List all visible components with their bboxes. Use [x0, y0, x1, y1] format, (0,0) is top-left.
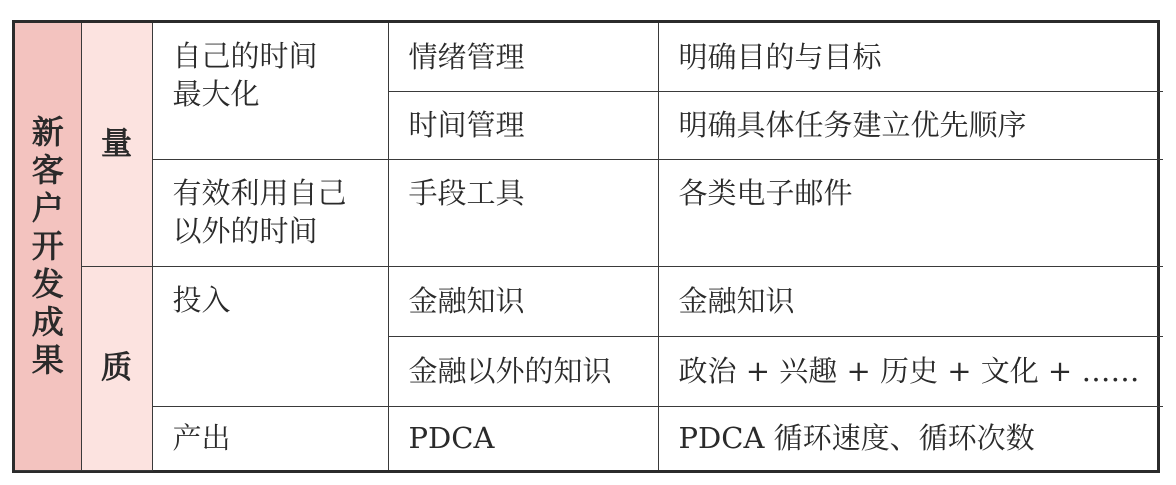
row5-col-b-text: 金融以外的知识	[408, 354, 612, 388]
row6-col-a-text: 产出	[172, 421, 231, 456]
row3-col-c-text: 各类电子邮件	[678, 175, 853, 210]
row4-col-a-text: 投入	[172, 282, 231, 317]
category-quality-label: 质	[101, 350, 132, 386]
row4-col-c-text: 金融知识	[678, 284, 795, 318]
table-cell	[388, 23, 658, 91]
row3-col-a-text: 有效利用自己 以外的时间	[172, 175, 347, 248]
table-cell	[658, 159, 1163, 266]
table-row	[15, 23, 1163, 91]
table-cell	[658, 91, 1163, 159]
table-cell	[152, 23, 388, 159]
table-cell	[388, 159, 658, 266]
table-row	[15, 159, 1163, 266]
row2-col-b-text: 时间管理	[408, 108, 525, 142]
row1-col-c-text: 明确目的与目标	[678, 39, 882, 74]
row1-col-a-text: 自己的时间 最大化	[172, 39, 318, 111]
table-cell	[388, 91, 658, 159]
table-cell	[388, 406, 658, 470]
row5-col-c-text: 政治 + 兴趣 + 历史 + 文化 + ……	[678, 354, 1140, 388]
table-cell	[388, 336, 658, 406]
row3-col-b-text: 手段工具	[408, 175, 525, 210]
table-cell	[152, 406, 388, 470]
row4-col-b-text: 金融知识	[408, 284, 525, 318]
strategy-table	[15, 23, 1163, 471]
strategy-table-frame	[12, 20, 1160, 473]
category-quality-cell	[81, 266, 152, 470]
row6-col-b-text: PDCA	[408, 421, 495, 456]
table-cell	[658, 23, 1163, 91]
row1-col-b-text: 情绪管理	[408, 39, 525, 74]
table-row	[15, 406, 1163, 470]
table-cell	[658, 336, 1163, 406]
category-quantity-cell	[81, 23, 152, 266]
side-header-cell	[15, 23, 81, 470]
table-cell	[152, 159, 388, 266]
table-cell	[658, 406, 1163, 470]
table-row	[15, 266, 1163, 336]
table-cell	[388, 266, 658, 336]
table-cell	[152, 266, 388, 406]
category-quantity-label: 量	[101, 126, 132, 163]
side-header-label: 新客户开发成果	[31, 112, 64, 379]
row6-col-c-text: PDCA 循环速度、循环次数	[678, 421, 1035, 456]
table-cell	[658, 266, 1163, 336]
row2-col-c-text: 明确具体任务建立优先顺序	[678, 108, 1027, 142]
